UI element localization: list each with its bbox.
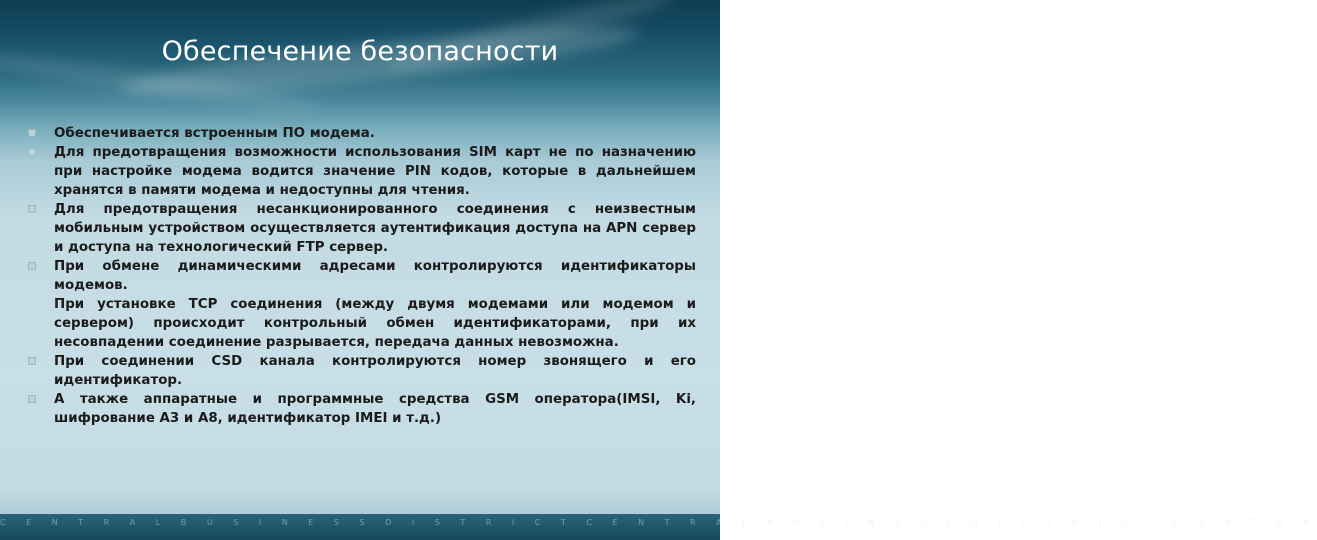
footer-band-text: C E N T R A L B U S I N E S S D I S T R I C T C E N T R A L B U S I N E S S D I S T R I C T C E N T R A	[0, 518, 1317, 527]
slide-title: Обеспечение безопасности	[161, 36, 559, 67]
list-item	[28, 390, 696, 428]
list-item-text: При установке TCP соединения (между двумя модемами или модемом и сервером) происходит контрольный обмен идентификаторами, при их несовпадении соединение разрывается, передача данных невозможна.	[54, 297, 696, 350]
bullet-list	[28, 124, 696, 428]
list-item-text: При обмене динамическими адресами контролируются идентификаторы модемов.	[54, 259, 696, 293]
square-bullet-icon	[28, 395, 36, 403]
list-item-text: Обеспечивается встроенным ПО модема.	[54, 126, 375, 141]
square-bullet-icon	[28, 262, 36, 270]
list-item-text: Для предотвращения возможности использования SIM карт не по назначению при настройке модема водится значение PIN кодов, которые в дальнейшем хранятся в памяти модема и недоступны для чтения.	[54, 145, 696, 198]
list-item	[28, 200, 696, 257]
square-bullet-icon	[28, 357, 36, 365]
list-item	[28, 143, 696, 200]
square-bullet-icon	[28, 148, 36, 156]
list-item-text: При соединении CSD канала контролируются номер звонящего и его идентификатор.	[54, 354, 696, 388]
list-item	[28, 124, 696, 143]
list-item	[28, 295, 696, 352]
square-bullet-icon	[28, 129, 36, 137]
list-item-text: А также аппаратные и программные средства GSM оператора(IMSI, Ki, шифрование А3 и А8, идентификатор IMEI и т.д.)	[54, 392, 696, 426]
square-bullet-icon	[28, 205, 36, 213]
list-item	[28, 352, 696, 390]
list-item-text: Для предотвращения несанкционированного соединения с неизвестным мобильным устройством осуществляется аутентификация доступа на APN сервер и доступа на технологический FTP сервер.	[54, 202, 696, 255]
list-item	[28, 257, 696, 295]
